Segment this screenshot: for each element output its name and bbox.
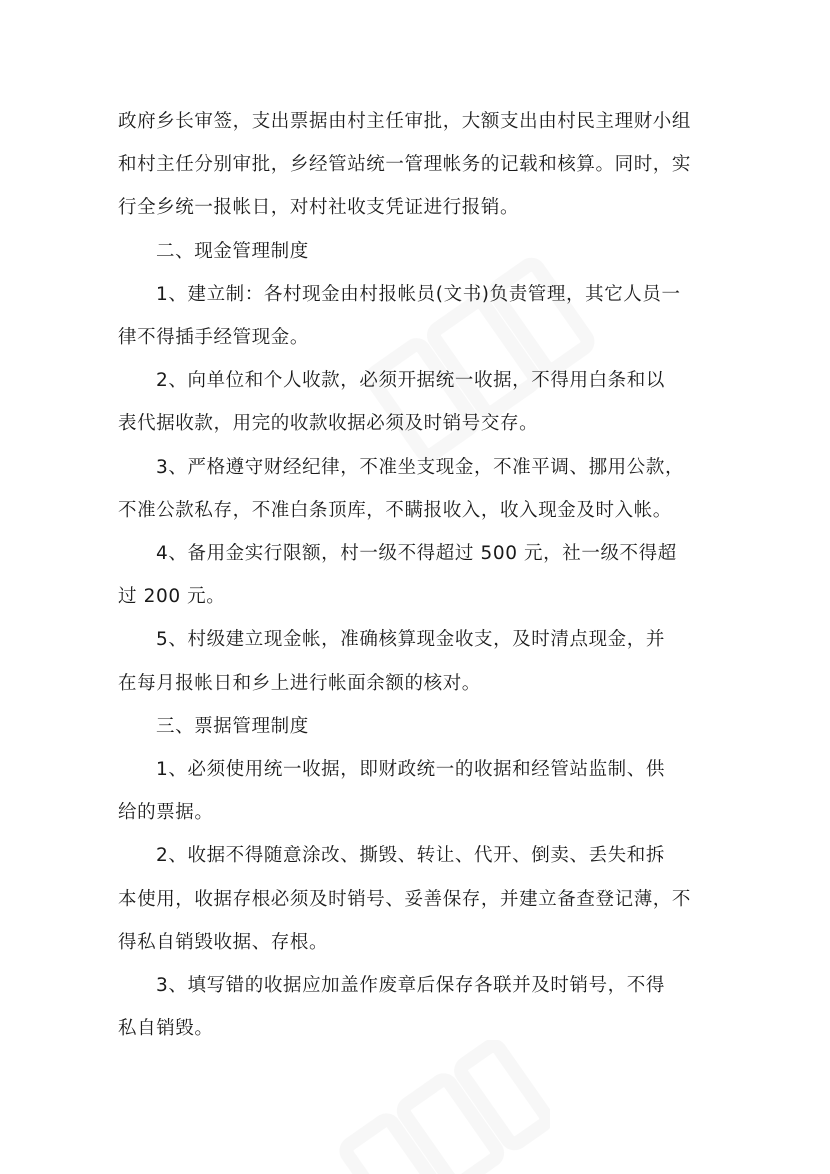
text-line: 3、填写错的收据应加盖作废章后保存各联并及时销号，不得 <box>156 975 665 997</box>
text-line: 2、收据不得随意涂改、撕毁、转让、代开、倒卖、丢失和拆 <box>156 845 665 867</box>
paragraph <box>118 446 718 532</box>
text-line: 2、向单位和个人收款，必须开据统一收据，不得用白条和以 <box>156 370 665 392</box>
text-line: 4、备用金实行限额，村一级不得超过 500 元，社一级不得超 <box>156 543 677 565</box>
section-heading <box>118 230 718 273</box>
paragraph <box>118 834 718 964</box>
text-line: 表代据收款，用完的收款收据必须及时销号交存。 <box>118 413 539 435</box>
paragraph <box>118 359 718 445</box>
document-body <box>118 100 718 1050</box>
text-line: 1、必须使用统一收据，即财政统一的收据和经管站监制、供 <box>156 759 665 781</box>
text-line: 二、现金管理制度 <box>156 240 309 262</box>
text-line: 5、村级建立现金帐，准确核算现金收支，及时清点现金，并 <box>156 629 665 651</box>
text-line: 3、严格遵守财经纪律，不准坐支现金，不准平调、挪用公款， <box>156 456 685 478</box>
text-line: 过 200 元。 <box>118 586 226 608</box>
text-line: 律不得插手经管现金。 <box>118 327 310 349</box>
paragraph <box>118 618 718 704</box>
paragraph <box>118 748 718 834</box>
text-line: 三、票据管理制度 <box>156 715 309 737</box>
watermark-logo-bottom <box>330 1040 550 1174</box>
paragraph <box>118 964 718 1050</box>
section-heading <box>118 705 718 748</box>
text-line: 1、建立制：各村现金由村报帐员(文书)负责管理，其它人员一 <box>156 283 681 305</box>
paragraph <box>118 273 718 359</box>
text-line: 在每月报帐日和乡上进行帐面余额的核对。 <box>118 672 481 694</box>
text-line: 得私自销毁收据、存根。 <box>118 931 329 953</box>
text-line: 私自销毁。 <box>118 1018 214 1040</box>
text-line: 行全乡统一报帐日，对村社收支凭证进行报销。 <box>118 197 520 219</box>
text-line: 给的票据。 <box>118 802 214 824</box>
paragraph <box>118 100 718 230</box>
text-line: 和村主任分别审批，乡经管站统一管理帐务的记载和核算。同时，实 <box>118 154 692 176</box>
paragraph <box>118 532 718 618</box>
text-line: 政府乡长审签，支出票据由村主任审批，大额支出由村民主理财小组 <box>118 111 692 132</box>
text-line: 不准公款私存，不准白条顶库，不瞒报收入，收入现金及时入帐。 <box>118 499 672 521</box>
text-line: 本使用，收据存根必须及时销号、妥善保存，并建立备查登记薄，不 <box>118 888 692 910</box>
